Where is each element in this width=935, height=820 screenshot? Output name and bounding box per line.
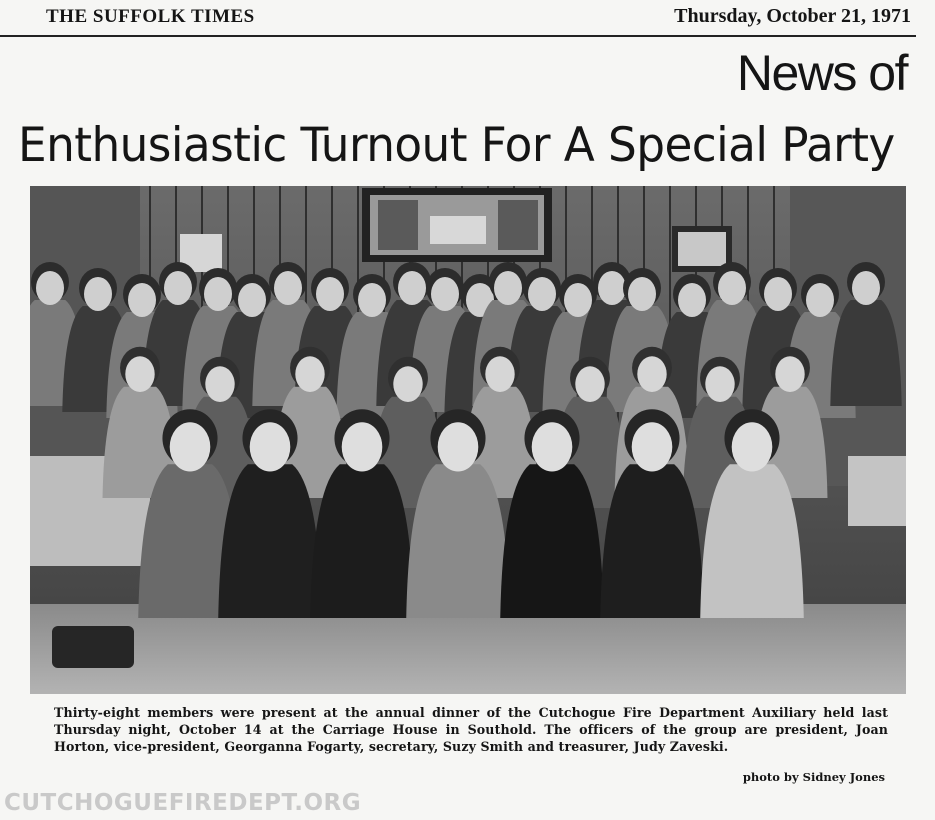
masthead: [0, 0, 935, 38]
group-photo-image: [30, 186, 906, 694]
section-heading: News of: [736, 45, 907, 101]
site-watermark: CUTCHOGUEFIREDEPT.ORG: [4, 790, 362, 816]
photo-credit: photo by Sidney Jones: [742, 770, 885, 784]
masthead-rule: [0, 35, 916, 37]
table-right: [848, 456, 906, 526]
handbag: [52, 626, 134, 668]
issue-date: Thursday, October 21, 1971: [674, 5, 911, 27]
group-photo: [30, 186, 906, 694]
newspaper-name: THE SUFFOLK TIMES: [46, 6, 255, 27]
article-headline: Enthusiastic Turnout For A Special Party: [18, 118, 895, 173]
photo-caption: Thirty-eight members were present at the annual dinner of the Cutchogue Fire Department Auxiliary held last Thursday night, October 14 at the Carriage House in Southold. The officers of the group are president, Joan Horton, vice-president, Georganna Fogarty, secretary, Suzy Smith and treasurer, Judy Zaveski.: [54, 705, 888, 754]
